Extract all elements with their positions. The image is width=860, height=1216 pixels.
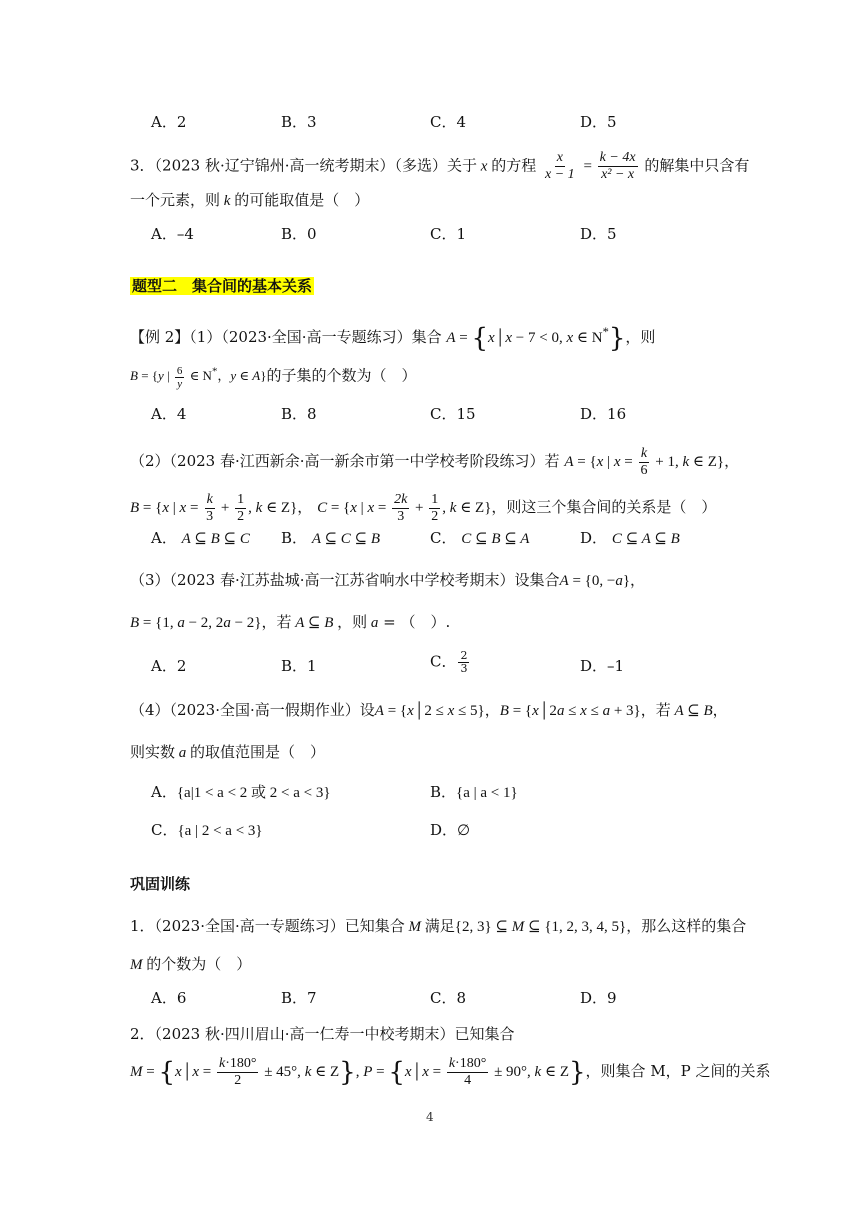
q3-stem: 3．（2023 秋·辽宁锦州·高一统考期末）（多选）关于 x 的方程 $\frac{x}{x - 1}$ = $\frac{k - 4x}{\text{x² − x}}$ 的解集中只含有 (130, 150, 750, 182)
t1-option-c: C．8 (430, 989, 467, 1007)
ex2-p2-option-b: B． A ⊆ C ⊆ B (281, 529, 381, 547)
ex2-p2-option-c: C． C ⊆ B ⊆ A (430, 529, 530, 547)
q3-option-a: A．–4 (151, 225, 194, 243)
ex2-p3-option-a: A．2 (151, 657, 187, 675)
ex2-p4-line2: 则实数 a 的取值范围是（ ） (130, 743, 326, 761)
ex2-p4-option-a: A．{a|1 < a < 2 或 2 < a < 3} (151, 783, 331, 801)
t1-option-b: B．7 (281, 989, 317, 1007)
ex2-p2-option-a: A． A ⊆ B ⊆ C (151, 529, 250, 547)
q2-option-a: A．2 (151, 113, 187, 131)
q2-option-d: D．5 (580, 113, 617, 131)
ex2-p1-option-a: A．4 (151, 405, 187, 423)
q3-option-b: B．0 (281, 225, 317, 243)
ex2-p2-stem: （2）（2023 春·江西新余·高一新余市第一中学校考阶段练习）若 A = {x | x = $\frac{k}{6}$ + 1, k ∈ Z}， (130, 446, 740, 478)
ex2-p3-option-d: D．–1 (580, 657, 625, 675)
ex2-p1-option-c: C．15 (430, 405, 476, 423)
ex2-p3-option-b: B．1 (281, 657, 317, 675)
ex2-p4-option-b: B．{a | a < 1} (430, 783, 518, 801)
q2-option-b: B．3 (281, 113, 317, 131)
ex2-p1-line2: B = {y | $\frac{6}{y}$ ∈ N*，y ∈ A}的子集的个数为（ ） (130, 364, 417, 390)
ex2-p2-option-d: D． C ⊆ A ⊆ B (580, 529, 680, 547)
ex2-p1-option-d: D．16 (580, 405, 627, 423)
training-title: 巩固训练 (130, 875, 191, 893)
ex2-p2-line2: B = {x | x = $\frac{k}{3}$ + $\frac{1}{2}$ , k ∈ Z}， C = {x | x = $\frac{2k}{3}$ + $\frac{1}{2}$ , k ∈ Z}，则这三个集合间的关系是（ ） (130, 492, 717, 524)
t1-stem: 1．（2023·全国·高一专题练习）已知集合 M 满足{2, 3} ⊆ M ⊆ {1, 2, 3, 4, 5}，那么这样的集合 (130, 917, 747, 935)
ex2-p3-option-c: C． $\frac{2}{3}$ (430, 649, 468, 675)
q2-option-c: C．4 (430, 113, 467, 131)
t1-option-a: A．6 (151, 989, 187, 1007)
q3-option-d: D．5 (580, 225, 617, 243)
ex2-p3-line2: B = {1, a − 2, 2a − 2}，若 A ⊆ B ，则 a = （ ）. (130, 613, 451, 631)
t1-option-d: D．9 (580, 989, 617, 1007)
ex2-p4-option-c: C．{a | 2 < a < 3} (151, 821, 263, 839)
t2-line2: M = {x│x = $\frac{k\cdot 180^\circ}{2}$ ± 45°, k ∈ Z}, P = {x│x = $\frac{k\cdot 180^\circ}{4}$ ± 90°, k ∈ Z}，则集合 M，P 之间的关系 (130, 1056, 771, 1088)
section-title: 题型二 集合间的基本关系 (132, 277, 313, 295)
page-number: 4 (426, 1110, 434, 1124)
ex2-p1-option-b: B．8 (281, 405, 317, 423)
ex2-p4-option-d: D．∅ (430, 821, 471, 839)
t1-line2: M 的个数为（ ） (130, 955, 252, 973)
ex2-p4-stem: （4）（2023·全国·高一假期作业）设A = {x│2 ≤ x ≤ 5}，B = {x│2a ≤ x ≤ a + 3}，若 A ⊆ B， (130, 701, 728, 719)
q3-option-c: C．1 (430, 225, 467, 243)
ex2-p3-stem: （3）（2023 春·江苏盐城·高一江苏省响水中学校考期末）设集合A = {0, −a}， (130, 571, 646, 589)
ex2-p1-stem: 【例 2】（1）（2023·全国·高一专题练习）集合 A = {x│x − 7 < 0, x ∈ N*}，则 (130, 323, 656, 354)
q3-fraction-left: $\frac{x}{x - 1}$ (545, 150, 575, 182)
q3-fraction-right: $\frac{k - 4x}{\text{x² − x}}$ (599, 150, 636, 182)
q3-stem-line2: 一个元素，则 k 的可能取值是（ ） (130, 191, 370, 209)
t2-stem: 2．（2023 秋·四川眉山·高一仁寿一中校考期末）已知集合 (130, 1025, 515, 1043)
